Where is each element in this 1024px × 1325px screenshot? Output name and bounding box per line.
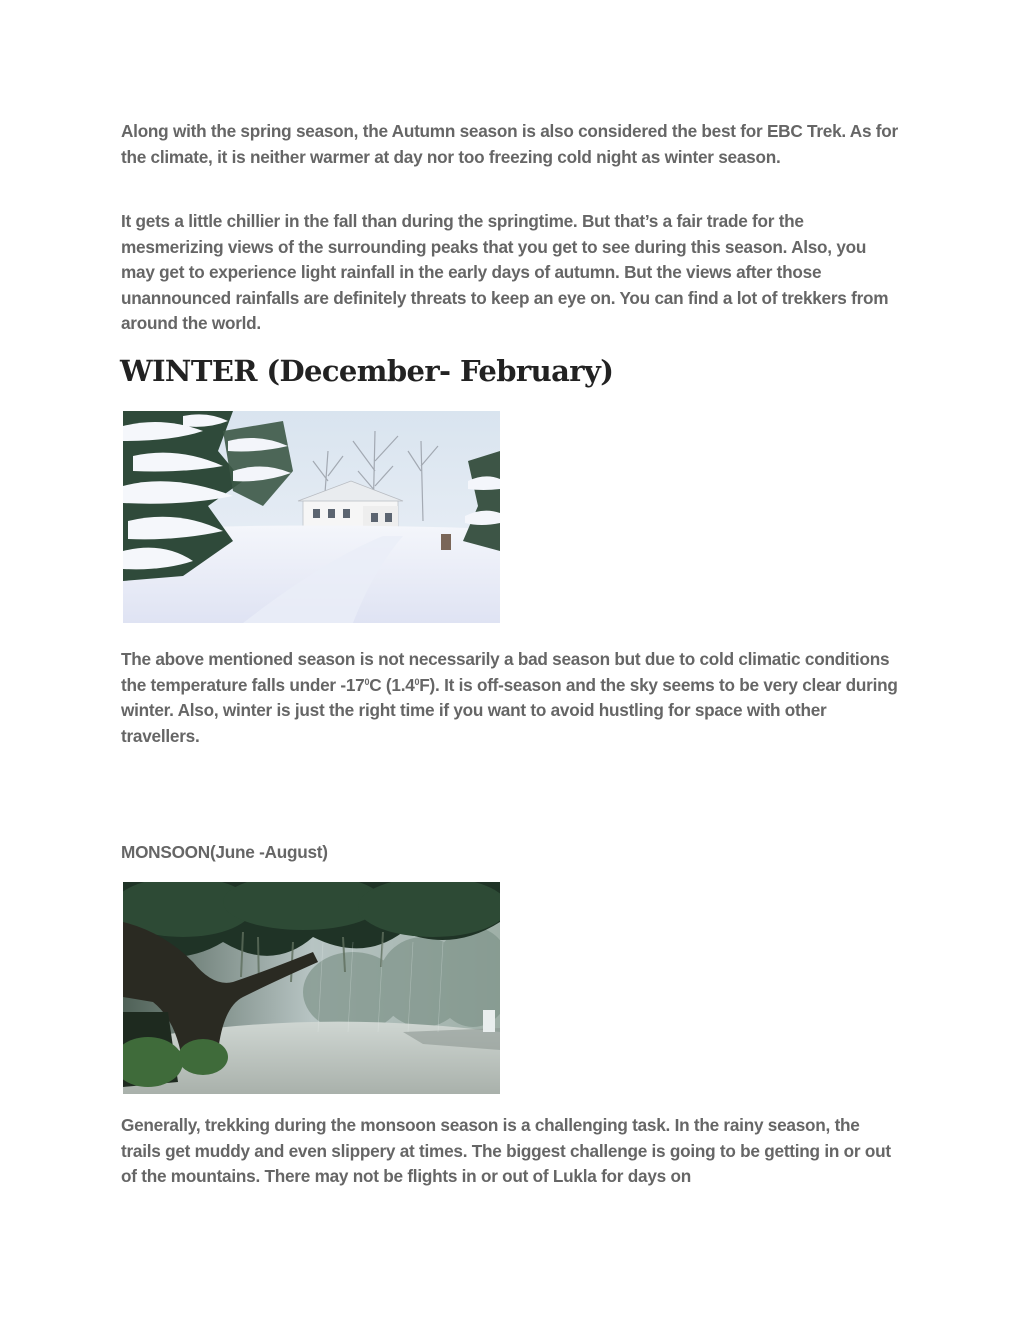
- degree-mark-2: 0: [414, 676, 420, 687]
- monsoon-paragraph: Generally, trekking during the monsoon season is a challenging task. In the rainy season, the trails get muddy and even slippery at times. The biggest challenge is going to be getting in or out of the mountains. There may not be flights in or out of Lukla for days on: [121, 1115, 891, 1186]
- winter-text-part-2: C (1.4: [369, 674, 415, 695]
- monsoon-heading: MONSOON(June -August): [121, 842, 328, 862]
- monsoon-rain-photo: [123, 882, 500, 1094]
- winter-text-part-3: F). It is off-season and the sky seems to be very clear during winter. Also, winter is just the right time if you want to avoid hustling for space with other travellers.: [121, 674, 898, 746]
- winter-heading: WINTER (December- February): [120, 354, 614, 388]
- autumn-paragraph-2: It gets a little chillier in the fall than during the springtime. But that’s a fair trade for the mesmerizing views of the surrounding peaks that you get to see during this season. Also, you may get to experience light rainfall in the early days of autumn. But the views after those unannounced rainfalls are definitely threats to keep an eye on. You can find a lot of trekkers from around the world.: [121, 211, 889, 333]
- winter-text-part-1: The above mentioned season is not necessarily a bad season but due to cold climatic conditions the temperature falls under -17: [121, 649, 890, 695]
- autumn-paragraph-1: Along with the spring season, the Autumn season is also considered the best for EBC Trek. As for the climate, it is neither warmer at day nor too freezing cold night as winter season.: [121, 121, 898, 167]
- winter-snow-photo: [123, 411, 500, 623]
- degree-mark-1: 0: [364, 676, 370, 687]
- winter-paragraph: [121, 647, 901, 749]
